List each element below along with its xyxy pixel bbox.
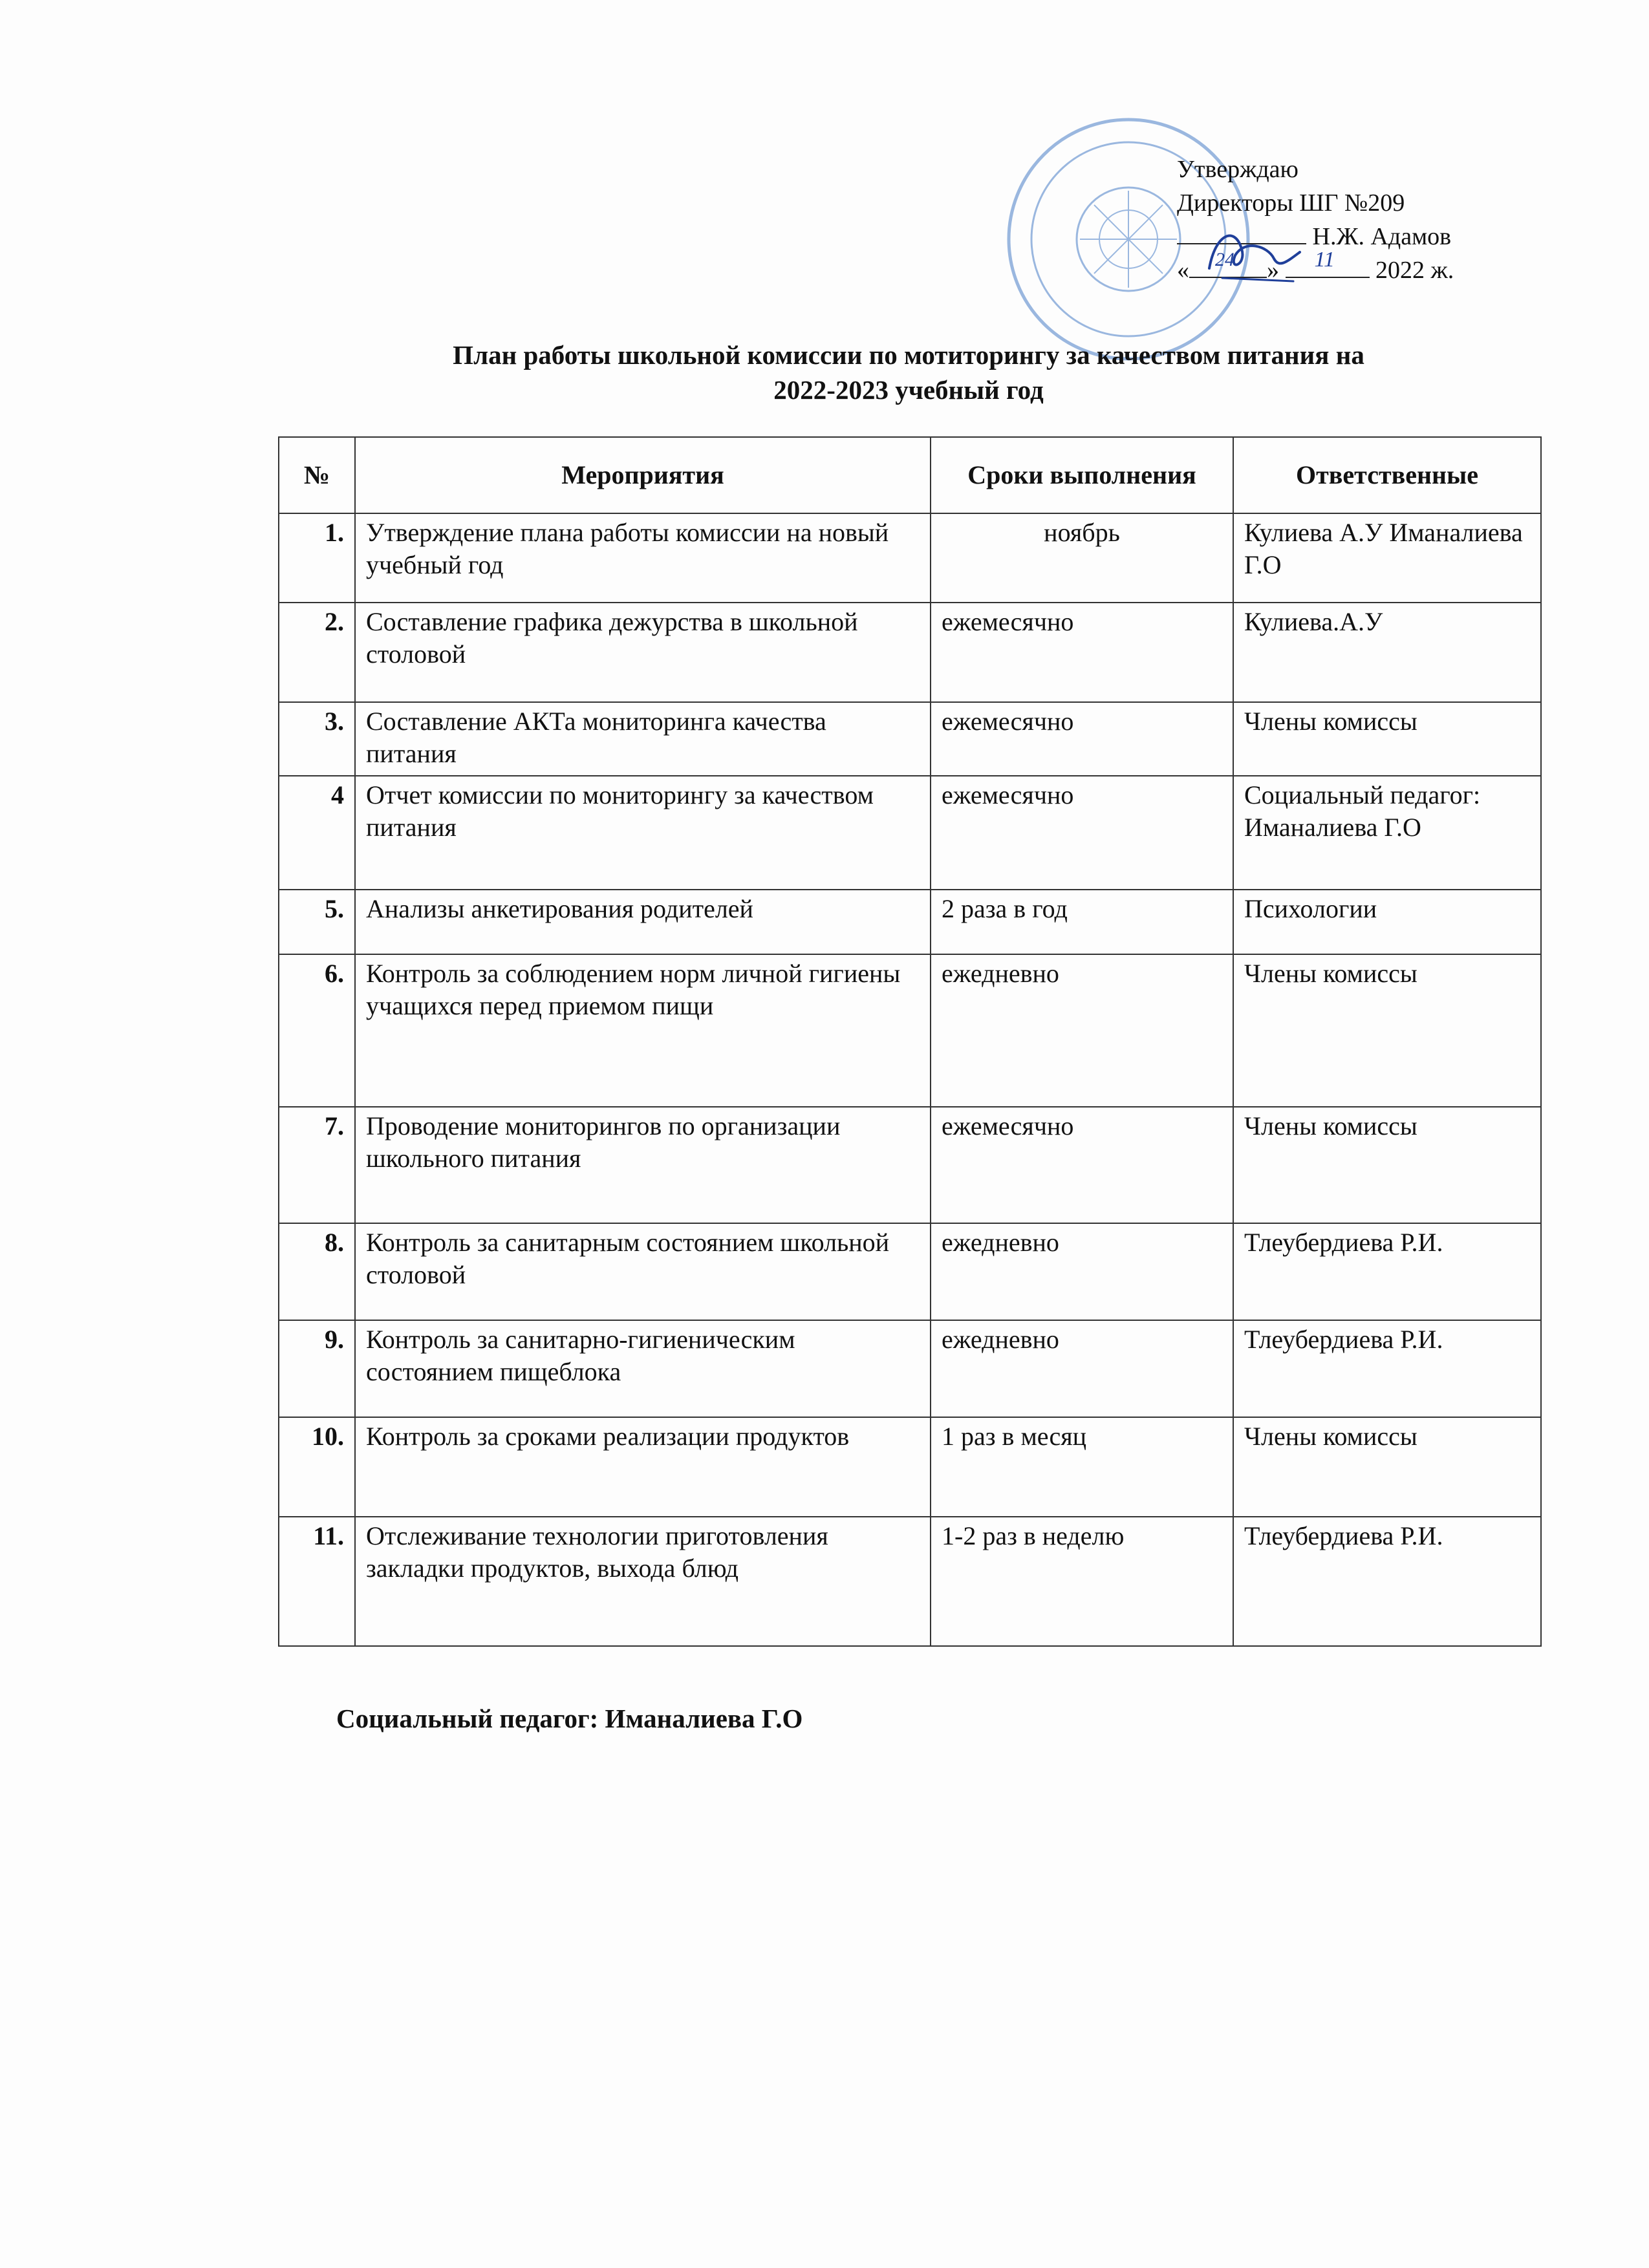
row-event: Проводение мониторингов по организации школьного питания — [355, 1107, 931, 1223]
row-responsible: Кулиева.А.У — [1233, 603, 1541, 702]
row-num: 3. — [279, 702, 355, 776]
header-num: № — [279, 437, 355, 513]
row-responsible: Кулиева А.У Иманалиева Г.О — [1233, 513, 1541, 603]
plan-table — [278, 436, 1542, 1647]
date-quote-open: « — [1177, 257, 1189, 284]
title-line-1: План работы школьной комиссии по мотиторингу за качеством питания на — [453, 340, 1364, 370]
row-term: ежемесячно — [931, 603, 1233, 702]
table-row — [279, 1107, 1541, 1223]
row-event: Анализы анкетирования родителей — [355, 890, 931, 954]
row-responsible: Тлеубердиева Р.И. — [1233, 1223, 1541, 1320]
row-num: 2. — [279, 603, 355, 702]
row-term: ноябрь — [931, 513, 1233, 603]
row-term: ежемесячно — [931, 776, 1233, 890]
table-row — [279, 1320, 1541, 1417]
row-num: 9. — [279, 1320, 355, 1417]
row-event: Контроль за санитарным состоянием школьной столовой — [355, 1223, 931, 1320]
row-num: 8. — [279, 1223, 355, 1320]
row-term: ежедневно — [931, 954, 1233, 1107]
header-event: Мероприятия — [355, 437, 931, 513]
row-responsible: Психологии — [1233, 890, 1541, 954]
approval-heading: Утверждаю — [1177, 156, 1299, 183]
table-row — [279, 513, 1541, 603]
row-num: 7. — [279, 1107, 355, 1223]
row-num: 4 — [279, 776, 355, 890]
table-row — [279, 954, 1541, 1107]
row-responsible: Члены комиссы — [1233, 954, 1541, 1107]
row-term: 1 раз в месяц — [931, 1417, 1233, 1517]
row-event: Составление АКТа мониторинга качества питания — [355, 702, 931, 776]
row-event: Составление графика дежурства в школьной столовой — [355, 603, 931, 702]
row-event: Отслеживание технологии приготовления закладки продуктов, выхода блюд — [355, 1517, 931, 1646]
row-event: Контроль за соблюдением норм личной гигиены учащихся перед приемом пищи — [355, 954, 931, 1107]
table-row — [279, 1223, 1541, 1320]
row-num: 6. — [279, 954, 355, 1107]
row-responsible: Члены комиссы — [1233, 702, 1541, 776]
document-title — [272, 337, 1546, 407]
row-term: 2 раза в год — [931, 890, 1233, 954]
row-event: Контроль за санитарно-гигиеническим состоянием пищеблока — [355, 1320, 931, 1417]
footer-signature: Социальный педагог: Иманалиева Г.О — [336, 1704, 803, 1733]
row-responsible: Тлеубердиева Р.И. — [1233, 1517, 1541, 1646]
row-event: Утверждение плана работы комиссии на новый учебный год — [355, 513, 931, 603]
row-responsible: Члены комиссы — [1233, 1417, 1541, 1517]
row-responsible: Социальный педагог: Иманалиева Г.О — [1233, 776, 1541, 890]
row-num: 11. — [279, 1517, 355, 1646]
title-line-2: 2022-2023 учебный год — [773, 375, 1044, 405]
row-num: 5. — [279, 890, 355, 954]
approval-position: Директоры ШГ №209 — [1177, 189, 1405, 217]
row-num: 1. — [279, 513, 355, 603]
row-term: 1-2 раз в неделю — [931, 1517, 1233, 1646]
table-header-row — [279, 437, 1541, 513]
date-day: 24 — [1215, 249, 1234, 270]
date-quote-close: » — [1267, 257, 1279, 284]
row-term: ежемесячно — [931, 1107, 1233, 1223]
row-responsible: Тлеубердиева Р.И. — [1233, 1320, 1541, 1417]
table-row — [279, 702, 1541, 776]
row-term: ежедневно — [931, 1320, 1233, 1417]
table-row — [279, 1417, 1541, 1517]
table-row — [279, 603, 1541, 702]
row-event: Отчет комиссии по мониторингу за качеством питания — [355, 776, 931, 890]
row-num: 10. — [279, 1417, 355, 1517]
date-year: 2022 ж. — [1375, 257, 1454, 284]
row-term: ежедневно — [931, 1223, 1233, 1320]
row-event: Контроль за сроками реализации продуктов — [355, 1417, 931, 1517]
approver-name: Н.Ж. Адамов — [1312, 223, 1452, 250]
header-responsible: Ответственные — [1233, 437, 1541, 513]
header-term: Сроки выполнения — [931, 437, 1233, 513]
date-month: 11 — [1314, 248, 1335, 272]
handwritten-signature — [1196, 220, 1326, 291]
table-row — [279, 890, 1541, 954]
table-row — [279, 776, 1541, 890]
row-responsible: Члены комиссы — [1233, 1107, 1541, 1223]
row-term: ежемесячно — [931, 702, 1233, 776]
table-row — [279, 1517, 1541, 1646]
